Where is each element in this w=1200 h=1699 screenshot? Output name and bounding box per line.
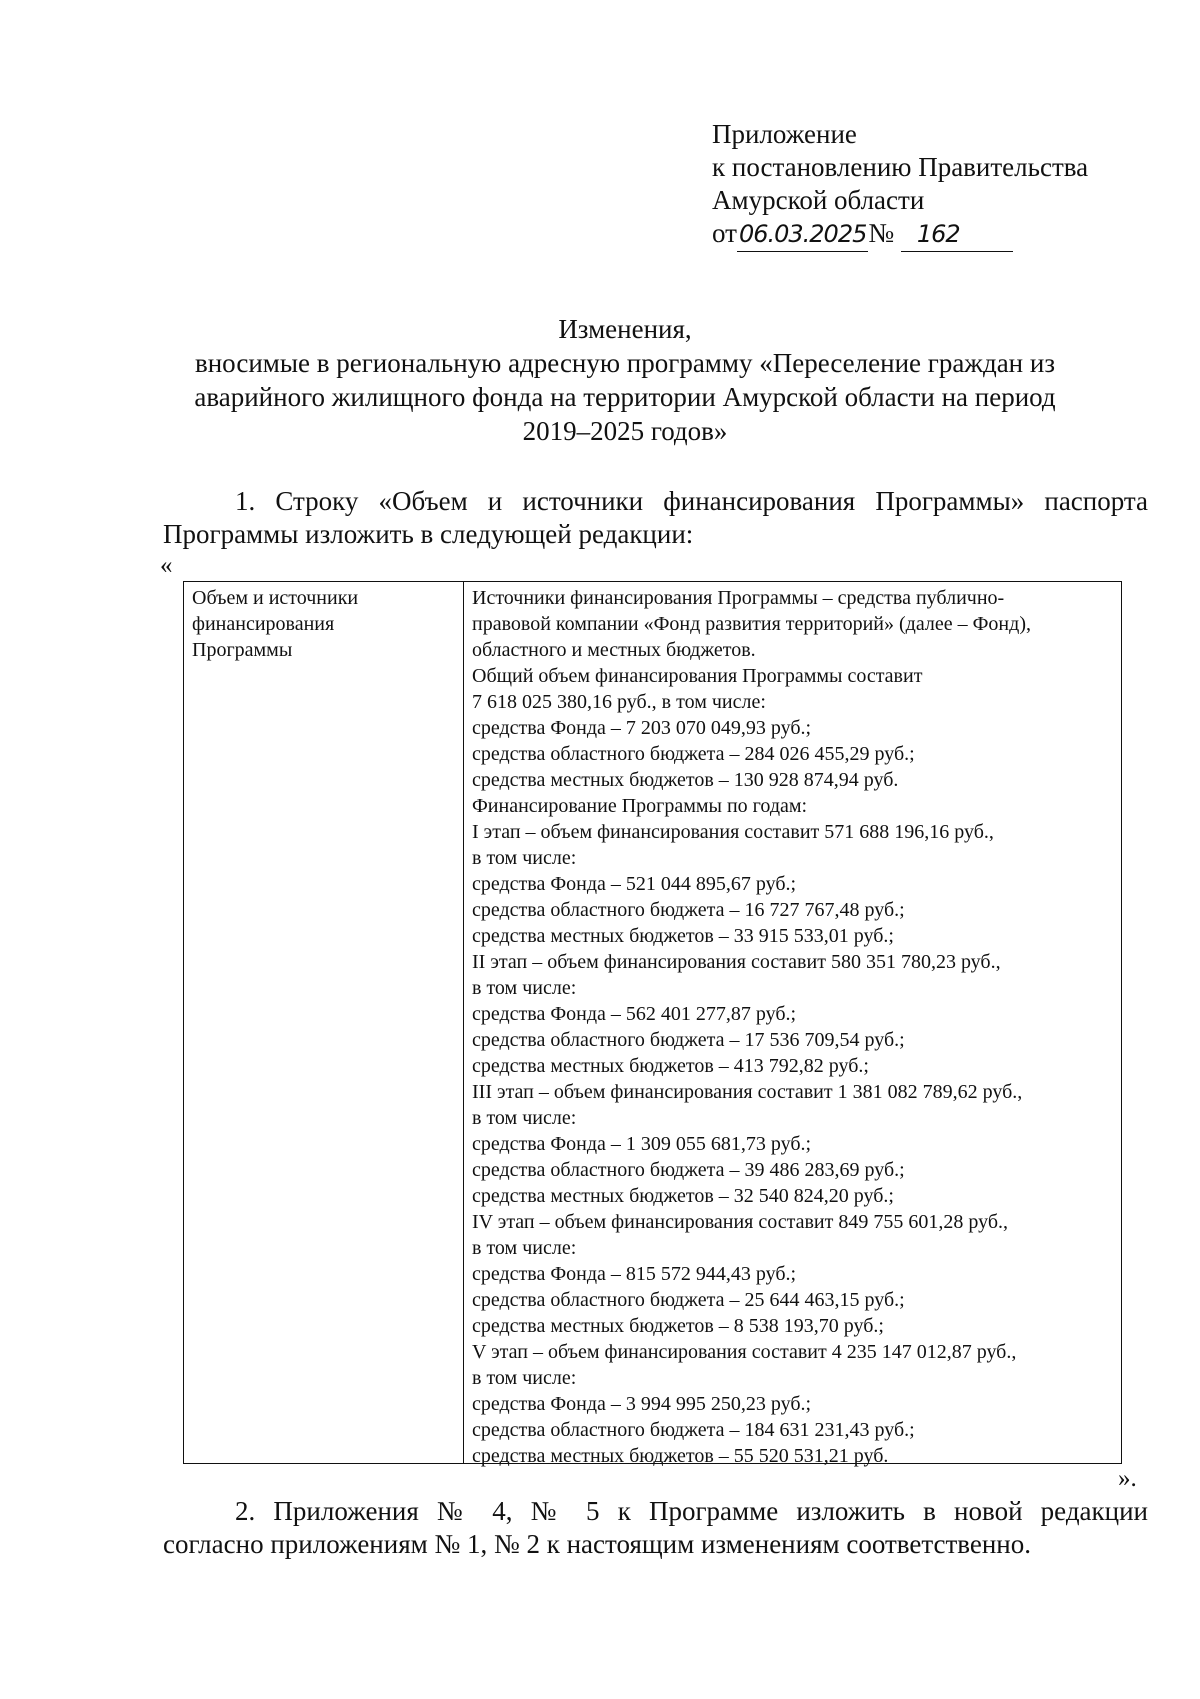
value-line: средства местных бюджетов – 130 928 874,94 руб.: [472, 769, 899, 791]
number-prefix: №: [868, 218, 895, 248]
appendix-header: [712, 118, 1088, 252]
appendix-line-3: Амурской области: [712, 185, 925, 215]
financing-table: [183, 581, 1122, 1467]
value-line: в том числе:: [472, 847, 577, 869]
label-line: финансирования: [192, 613, 335, 635]
value-line: средства областного бюджета – 16 727 767,48 руб.;: [472, 899, 905, 921]
document-title: [140, 312, 1110, 448]
value-line: I этап – объем финансирования составит 571 688 196,16 руб.,: [472, 821, 994, 843]
value-line: средства местных бюджетов – 32 540 824,20 руб.;: [472, 1185, 894, 1207]
value-line: 7 618 025 380,16 руб., в том числе:: [472, 691, 766, 713]
label-line: Объем и источники: [192, 587, 359, 609]
value-line: средства Фонда – 7 203 070 049,93 руб.;: [472, 717, 812, 739]
value-line: средства местных бюджетов – 8 538 193,70 руб.;: [472, 1315, 884, 1337]
paragraph-1-line-2: Программы изложить в следующей редакции:: [163, 519, 694, 549]
value-line: III этап – объем финансирования составит 1 381 082 789,62 руб.,: [472, 1081, 1023, 1103]
value-line: в том числе:: [472, 977, 577, 999]
value-line: средства областного бюджета – 184 631 231,43 руб.;: [472, 1419, 915, 1441]
value-line: областного и местных бюджетов.: [472, 639, 756, 661]
title-line-1: вносимые в региональную адресную программу «Переселение граждан из: [194, 348, 1056, 378]
value-line: средства местных бюджетов – 55 520 531,21 руб.: [472, 1445, 889, 1467]
opening-quote: «: [160, 552, 173, 579]
value-line: средства областного бюджета – 39 486 283,69 руб.;: [472, 1159, 905, 1181]
value-line: средства местных бюджетов – 33 915 533,01 руб.;: [472, 925, 894, 947]
closing-quote: ».: [1118, 1465, 1137, 1492]
value-line: средства областного бюджета – 25 644 463,15 руб.;: [472, 1289, 905, 1311]
value-line: в том числе:: [472, 1107, 577, 1129]
value-line: средства Фонда – 3 994 995 250,23 руб.;: [472, 1393, 812, 1415]
value-line: IV этап – объем финансирования составит 849 755 601,28 руб.,: [472, 1211, 1009, 1233]
paragraph-2-line-1: 2. Приложения № 4, № 5 к Программе изложить в новой редакции: [235, 1496, 1148, 1526]
value-line: правовой компании «Фонд развития территорий» (далее – Фонд),: [472, 613, 1031, 635]
handwritten-number: 162: [901, 218, 1013, 252]
title-heading: Изменения,: [558, 314, 692, 344]
value-line: Финансирование Программы по годам:: [472, 795, 808, 817]
table-value-cell: [464, 582, 1121, 1467]
value-line: II этап – объем финансирования составит 580 351 780,23 руб.,: [472, 951, 1001, 973]
value-line: средства Фонда – 815 572 944,43 руб.;: [472, 1263, 797, 1285]
handwritten-date: 06.03.2025: [737, 218, 868, 252]
table-label-cell: [184, 582, 464, 1463]
value-line: в том числе:: [472, 1237, 577, 1259]
paragraph-1: [163, 485, 1148, 551]
value-line: Источники финансирования Программы – средства публично-: [472, 587, 1005, 609]
paragraph-2-line-2: согласно приложениям № 1, № 2 к настоящим изменениям соответственно.: [163, 1529, 1031, 1559]
title-line-2: аварийного жилищного фонда на территории Амурской области на период: [194, 382, 1056, 412]
value-line: средства областного бюджета – 17 536 709,54 руб.;: [472, 1029, 905, 1051]
title-line-3: 2019–2025 годов»: [522, 416, 728, 446]
value-line: средства Фонда – 562 401 277,87 руб.;: [472, 1003, 797, 1025]
paragraph-1-line-1: 1. Строку «Объем и источники финансирования Программы» паспорта: [235, 486, 1148, 516]
date-prefix: от: [712, 218, 737, 248]
value-line: средства местных бюджетов – 413 792,82 руб.;: [472, 1055, 869, 1077]
label-line: Программы: [192, 639, 293, 661]
value-line: V этап – объем финансирования составит 4 235 147 012,87 руб.,: [472, 1341, 1017, 1363]
value-line: в том числе:: [472, 1367, 577, 1389]
value-line: средства Фонда – 1 309 055 681,73 руб.;: [472, 1133, 812, 1155]
value-line: средства областного бюджета – 284 026 455,29 руб.;: [472, 743, 915, 765]
appendix-line-1: Приложение: [712, 119, 857, 149]
appendix-line-2: к постановлению Правительства: [712, 152, 1089, 182]
value-line: средства Фонда – 521 044 895,67 руб.;: [472, 873, 797, 895]
appendix-date-line: [712, 217, 1088, 252]
paragraph-2: [163, 1495, 1148, 1561]
value-line: Общий объем финансирования Программы составит: [472, 665, 923, 687]
